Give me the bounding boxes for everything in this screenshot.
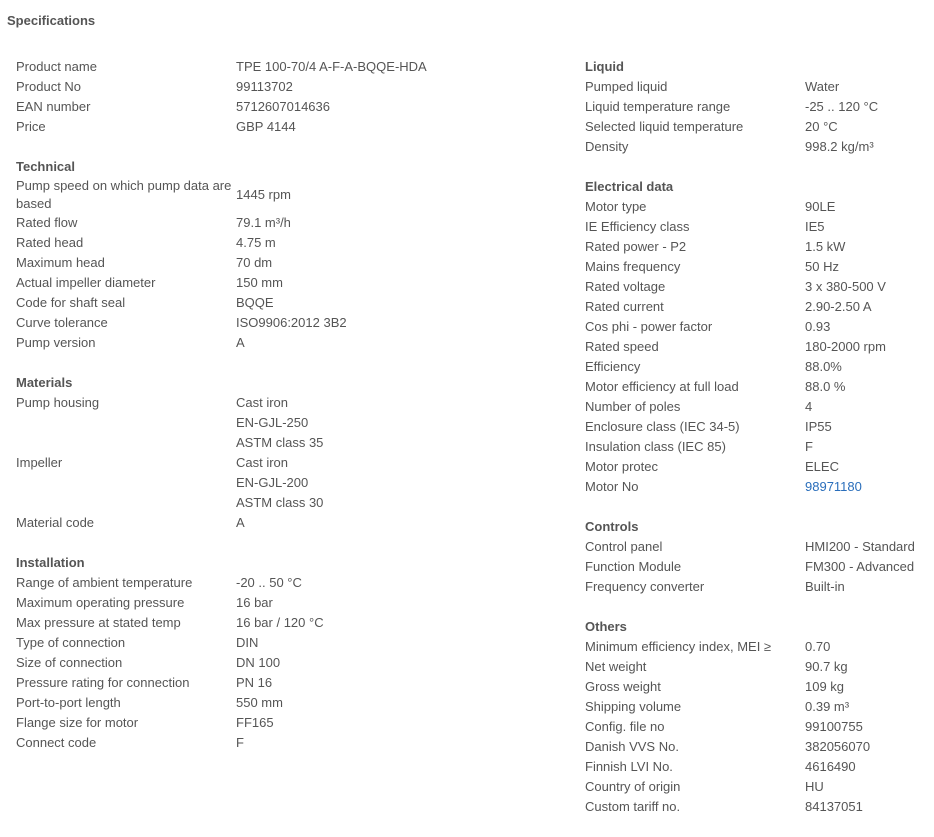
spec-label: Control panel xyxy=(585,539,663,554)
spec-value xyxy=(236,313,556,333)
spec-value-line: 90.7 kg xyxy=(805,659,848,674)
page-title: Specifications xyxy=(7,13,96,28)
spec-value xyxy=(236,713,556,733)
spec-value-line: EN-GJL-200 xyxy=(236,475,309,490)
spec-row-country-of-origin xyxy=(585,777,930,797)
spec-value-line: 0.39 m³ xyxy=(805,699,850,714)
spec-value xyxy=(236,273,556,293)
spec-label: Frequency converter xyxy=(585,579,705,594)
spec-row-density xyxy=(585,137,930,157)
spec-value-line: 180-2000 rpm xyxy=(805,339,886,354)
spec-value-line: 88.0 % xyxy=(805,379,846,394)
spec-row-rated-voltage xyxy=(585,277,930,297)
spec-row-rated-head xyxy=(16,233,556,253)
spec-label: Pump version xyxy=(16,335,96,350)
spec-value-line: 99113702 xyxy=(236,79,293,94)
section-title: Liquid xyxy=(585,59,624,74)
spec-value xyxy=(236,293,556,313)
spec-label: Rated speed xyxy=(585,339,659,354)
spec-label: IE Efficiency class xyxy=(585,219,690,234)
spec-value xyxy=(805,397,930,417)
spec-label: Efficiency xyxy=(585,359,641,374)
spec-label: Selected liquid temperature xyxy=(585,119,744,134)
spec-value xyxy=(805,277,930,297)
spec-row-rated-power-p2 xyxy=(585,237,930,257)
spec-section-technical xyxy=(16,157,556,353)
spec-value xyxy=(805,637,930,657)
spec-section-product-info xyxy=(16,57,556,137)
spec-label: Type of connection xyxy=(16,635,126,650)
spec-value xyxy=(236,693,556,713)
spec-row-port-to-port-length xyxy=(16,693,556,713)
spec-row-impeller xyxy=(16,453,556,513)
spec-label: EAN number xyxy=(16,99,91,114)
spec-row-ie-efficiency-class xyxy=(585,217,930,237)
spec-value-line: -25 .. 120 °C xyxy=(805,99,879,114)
spec-value-line: 84137051 xyxy=(805,799,863,814)
spec-value-line: HU xyxy=(805,779,824,794)
spec-row-motor-type xyxy=(585,197,930,217)
spec-value xyxy=(805,477,930,497)
spec-value-line: 70 dm xyxy=(236,255,273,270)
spec-value-line: HMI200 - Standard xyxy=(805,539,915,554)
spec-row-finnish-lvi-no xyxy=(585,757,930,777)
spec-label: Rated power - P2 xyxy=(585,239,687,254)
spec-row-product-name xyxy=(16,57,556,77)
spec-label: Code for shaft seal xyxy=(16,295,126,310)
spec-label: Size of connection xyxy=(16,655,123,670)
spec-row-danish-vvs-no xyxy=(585,737,930,757)
spec-value-line: F xyxy=(805,439,813,454)
spec-value xyxy=(805,257,930,277)
spec-section-liquid xyxy=(585,57,930,157)
spec-label: Enclosure class (IEC 34-5) xyxy=(585,419,740,434)
section-title: Electrical data xyxy=(585,179,674,194)
spec-value-line: IE5 xyxy=(805,219,825,234)
spec-section-materials xyxy=(16,373,556,533)
spec-label: Custom tariff no. xyxy=(585,799,681,814)
spec-value xyxy=(805,757,930,777)
spec-value xyxy=(805,737,930,757)
spec-value-line: 4616490 xyxy=(805,759,856,774)
spec-label: Range of ambient temperature xyxy=(16,575,193,590)
spec-value xyxy=(805,417,930,437)
spec-value xyxy=(805,357,930,377)
spec-label: Density xyxy=(585,139,629,154)
spec-section-installation xyxy=(16,553,556,753)
spec-row-insulation-class-iec-85 xyxy=(585,437,930,457)
spec-row-maximum-operating-pressure xyxy=(16,593,556,613)
spec-value xyxy=(805,197,930,217)
spec-row-selected-liquid-temperature xyxy=(585,117,930,137)
spec-value-line: 4 xyxy=(805,399,813,414)
spec-value-line: ASTM class 30 xyxy=(236,495,324,510)
spec-label: Pump speed on which pump data are based xyxy=(16,178,232,211)
spec-value-line: -20 .. 50 °C xyxy=(236,575,302,590)
spec-row-minimum-efficiency-index-mei xyxy=(585,637,930,657)
spec-row-ean-number xyxy=(16,97,556,117)
spec-label: Product name xyxy=(16,59,97,74)
spec-label: Net weight xyxy=(585,659,647,674)
spec-row-code-for-shaft-seal xyxy=(16,293,556,313)
spec-value xyxy=(805,97,930,117)
spec-label: Motor No xyxy=(585,479,639,494)
spec-value xyxy=(805,377,930,397)
spec-value-line: 1.5 kW xyxy=(805,239,846,254)
spec-value-line: 16 bar / 120 °C xyxy=(236,615,324,630)
spec-row-control-panel xyxy=(585,537,930,557)
section-title: Technical xyxy=(16,159,76,174)
spec-label: Maximum head xyxy=(16,255,105,270)
spec-label: Actual impeller diameter xyxy=(16,275,156,290)
spec-value-line: 0.70 xyxy=(805,639,831,654)
spec-value xyxy=(805,537,930,557)
spec-value xyxy=(236,593,556,613)
spec-value xyxy=(236,453,556,513)
spec-value-line: 79.1 m³/h xyxy=(236,215,291,230)
spec-value xyxy=(236,653,556,673)
spec-value xyxy=(236,513,556,533)
spec-label: Pump housing xyxy=(16,395,100,410)
spec-value-line: PN 16 xyxy=(236,675,273,690)
spec-value-line: 50 Hz xyxy=(805,259,839,274)
spec-value-line: Cast iron xyxy=(236,455,289,470)
spec-label: Pressure rating for connection xyxy=(16,675,190,690)
spec-value xyxy=(236,97,556,117)
spec-row-enclosure-class-iec-34-5 xyxy=(585,417,930,437)
spec-row-type-of-connection xyxy=(16,633,556,653)
spec-row-net-weight xyxy=(585,657,930,677)
spec-value-line: 109 kg xyxy=(805,679,845,694)
spec-value xyxy=(805,777,930,797)
spec-value-line: 20 °C xyxy=(805,119,838,134)
spec-value xyxy=(805,237,930,257)
spec-row-actual-impeller-diameter xyxy=(16,273,556,293)
spec-value xyxy=(236,733,556,753)
spec-value-line: BQQE xyxy=(236,295,274,310)
section-title: Controls xyxy=(585,519,639,534)
section-title: Materials xyxy=(16,375,73,390)
spec-row-product-no xyxy=(16,77,556,97)
spec-value xyxy=(236,233,556,253)
spec-label: Maximum operating pressure xyxy=(16,595,185,610)
spec-label: Max pressure at stated temp xyxy=(16,615,181,630)
spec-label: Port-to-port length xyxy=(16,695,121,710)
spec-value xyxy=(236,333,556,353)
spec-value-line: FF165 xyxy=(236,715,274,730)
spec-row-cos-phi-power-factor xyxy=(585,317,930,337)
spec-value xyxy=(805,717,930,737)
spec-value-line: A xyxy=(236,515,245,530)
spec-label: Minimum efficiency index, MEI ≥ xyxy=(585,639,772,654)
spec-value xyxy=(805,297,930,317)
spec-section-electrical-data xyxy=(585,177,930,497)
spec-row-connect-code xyxy=(16,733,556,753)
spec-row-config-file-no xyxy=(585,717,930,737)
spec-value-line: Built-in xyxy=(805,579,845,594)
spec-row-pumped-liquid xyxy=(585,77,930,97)
spec-value xyxy=(236,673,556,693)
spec-value-line: 2.90-2.50 A xyxy=(805,299,872,314)
section-title: Installation xyxy=(16,555,85,570)
spec-column-left xyxy=(16,57,556,773)
spec-value-line: 16 bar xyxy=(236,595,273,610)
spec-row-material-code xyxy=(16,513,556,533)
spec-label: Gross weight xyxy=(585,679,661,694)
spec-value xyxy=(805,797,930,817)
spec-label: Cos phi - power factor xyxy=(585,319,713,334)
spec-label: Rated flow xyxy=(16,215,78,230)
spec-label: Liquid temperature range xyxy=(585,99,731,114)
spec-section-controls xyxy=(585,517,930,597)
spec-row-maximum-head xyxy=(16,253,556,273)
spec-value-line: DN 100 xyxy=(236,655,281,670)
spec-label: Price xyxy=(16,119,46,134)
spec-label: Flange size for motor xyxy=(16,715,139,730)
spec-value xyxy=(805,337,930,357)
spec-value-line: 88.0% xyxy=(805,359,842,374)
spec-label: Number of poles xyxy=(585,399,681,414)
spec-row-motor-no xyxy=(585,477,930,497)
spec-row-curve-tolerance xyxy=(16,313,556,333)
spec-value-line: ELEC xyxy=(805,459,839,474)
spec-row-size-of-connection xyxy=(16,653,556,673)
spec-value-line: 4.75 m xyxy=(236,235,276,250)
spec-row-rated-current xyxy=(585,297,930,317)
spec-value xyxy=(805,137,930,157)
spec-value xyxy=(805,677,930,697)
spec-row-custom-tariff-no xyxy=(585,797,930,817)
motor-no-link[interactable]: 98971180 xyxy=(805,479,862,494)
spec-value-line: 3 x 380-500 V xyxy=(805,279,886,294)
spec-value xyxy=(805,657,930,677)
spec-value-line: 150 mm xyxy=(236,275,283,290)
spec-value xyxy=(805,557,930,577)
spec-label: Impeller xyxy=(16,455,63,470)
spec-value-line: FM300 - Advanced xyxy=(805,559,915,574)
section-title: Others xyxy=(585,619,627,634)
spec-value-line: DIN xyxy=(236,635,259,650)
spec-row-max-pressure-at-stated-temp xyxy=(16,613,556,633)
spec-value xyxy=(236,57,556,77)
spec-label: Function Module xyxy=(585,559,682,574)
spec-row-shipping-volume xyxy=(585,697,930,717)
spec-value xyxy=(236,213,556,233)
spec-label: Connect code xyxy=(16,735,97,750)
spec-value-line: IP55 xyxy=(805,419,832,434)
spec-row-motor-protec xyxy=(585,457,930,477)
spec-label: Danish VVS No. xyxy=(585,739,679,754)
spec-value-line: TPE 100-70/4 A-F-A-BQQE-HDA xyxy=(236,59,427,74)
spec-label: Shipping volume xyxy=(585,699,682,714)
spec-label: Curve tolerance xyxy=(16,315,108,330)
spec-value-line: 998.2 kg/m³ xyxy=(805,139,874,154)
spec-label: Rated head xyxy=(16,235,84,250)
spec-row-gross-weight xyxy=(585,677,930,697)
spec-label: Pumped liquid xyxy=(585,79,668,94)
spec-value xyxy=(805,457,930,477)
spec-value-line: 382056070 xyxy=(805,739,871,754)
spec-value xyxy=(236,117,556,137)
spec-row-flange-size-for-motor xyxy=(16,713,556,733)
spec-row-frequency-converter xyxy=(585,577,930,597)
spec-value-line: A xyxy=(236,335,245,350)
spec-row-number-of-poles xyxy=(585,397,930,417)
spec-label: Material code xyxy=(16,515,95,530)
spec-value-line: 0.93 xyxy=(805,319,831,334)
spec-value-line: Water xyxy=(805,79,840,94)
spec-value xyxy=(805,437,930,457)
spec-value xyxy=(236,613,556,633)
spec-row-function-module xyxy=(585,557,930,577)
spec-label: Motor protec xyxy=(585,459,658,474)
spec-value-line: 99100755 xyxy=(805,719,863,734)
spec-value xyxy=(236,77,556,97)
spec-value xyxy=(236,573,556,593)
spec-label: Rated current xyxy=(585,299,664,314)
spec-row-efficiency xyxy=(585,357,930,377)
spec-row-motor-efficiency-at-full-load xyxy=(585,377,930,397)
spec-value xyxy=(236,633,556,653)
spec-row-range-of-ambient-temperature xyxy=(16,573,556,593)
spec-row-mains-frequency xyxy=(585,257,930,277)
spec-label: Motor efficiency at full load xyxy=(585,379,739,394)
spec-value-line: GBP 4144 xyxy=(236,119,296,134)
spec-row-pump-version xyxy=(16,333,556,353)
spec-value-line: 90LE xyxy=(805,199,836,214)
spec-value xyxy=(805,217,930,237)
spec-value xyxy=(805,697,930,717)
spec-value xyxy=(805,77,930,97)
spec-label: Config. file no xyxy=(585,719,665,734)
spec-row-price xyxy=(16,117,556,137)
spec-value-line: 550 mm xyxy=(236,695,283,710)
spec-label: Product No xyxy=(16,79,82,94)
spec-row-rated-speed xyxy=(585,337,930,357)
spec-value xyxy=(236,177,556,213)
spec-label: Motor type xyxy=(585,199,647,214)
spec-row-rated-flow xyxy=(16,213,556,233)
spec-label: Insulation class (IEC 85) xyxy=(585,439,726,454)
spec-value-line: 5712607014636 xyxy=(236,99,330,114)
spec-value xyxy=(805,577,930,597)
spec-label: Finnish LVI No. xyxy=(585,759,673,774)
spec-value xyxy=(236,253,556,273)
spec-value-line: ASTM class 35 xyxy=(236,435,324,450)
spec-row-pump-speed-on-which-pump-data-are-based xyxy=(16,177,556,213)
spec-value xyxy=(805,317,930,337)
spec-row-pump-housing xyxy=(16,393,556,453)
spec-row-liquid-temperature-range xyxy=(585,97,930,117)
spec-row-pressure-rating-for-connection xyxy=(16,673,556,693)
spec-value-line: ISO9906:2012 3B2 xyxy=(236,315,347,330)
spec-column-right xyxy=(585,57,930,837)
spec-label: Country of origin xyxy=(585,779,681,794)
spec-value-line: EN-GJL-250 xyxy=(236,415,309,430)
spec-value-line: Cast iron xyxy=(236,395,289,410)
spec-section-others xyxy=(585,617,930,817)
spec-value xyxy=(805,117,930,137)
spec-value xyxy=(236,393,556,453)
spec-value-line: F xyxy=(236,735,244,750)
spec-value-line: 1445 rpm xyxy=(236,187,291,202)
spec-label: Mains frequency xyxy=(585,259,681,274)
spec-label: Rated voltage xyxy=(585,279,666,294)
